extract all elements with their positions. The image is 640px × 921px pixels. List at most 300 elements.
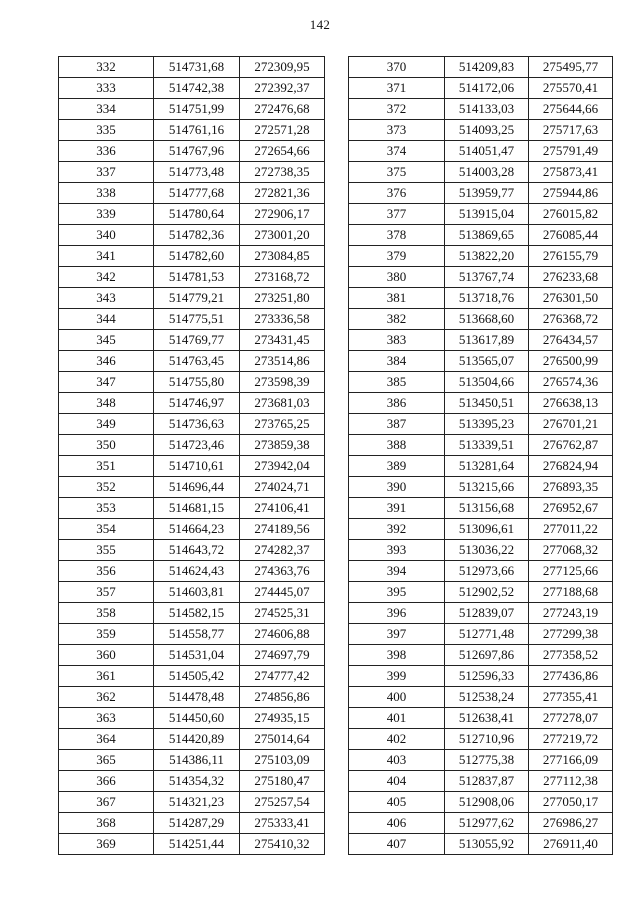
y-coordinate-cell: 275103,09	[240, 750, 325, 771]
x-coordinate-cell: 514763,45	[154, 351, 240, 372]
table-row	[59, 708, 325, 729]
table-row	[59, 120, 325, 141]
x-coordinate-cell: 514558,77	[154, 624, 240, 645]
point-number-cell: 344	[59, 309, 154, 330]
table-row	[349, 393, 613, 414]
table-row	[59, 246, 325, 267]
point-number-cell: 374	[349, 141, 445, 162]
y-coordinate-cell: 273001,20	[240, 225, 325, 246]
table-row	[349, 729, 613, 750]
y-coordinate-cell: 277050,17	[529, 792, 613, 813]
x-coordinate-cell: 514751,99	[154, 99, 240, 120]
y-coordinate-cell: 272654,66	[240, 141, 325, 162]
table-row	[59, 666, 325, 687]
point-number-cell: 341	[59, 246, 154, 267]
table-row	[349, 561, 613, 582]
point-number-cell: 396	[349, 603, 445, 624]
table-row	[59, 540, 325, 561]
point-number-cell: 397	[349, 624, 445, 645]
y-coordinate-cell: 275717,63	[529, 120, 613, 141]
table-row	[59, 78, 325, 99]
point-number-cell: 383	[349, 330, 445, 351]
table-row	[349, 267, 613, 288]
x-coordinate-cell: 514696,44	[154, 477, 240, 498]
y-coordinate-cell: 276434,57	[529, 330, 613, 351]
y-coordinate-cell: 274106,41	[240, 498, 325, 519]
x-coordinate-cell: 512697,86	[445, 645, 529, 666]
y-coordinate-cell: 275495,77	[529, 57, 613, 78]
x-coordinate-cell: 512908,06	[445, 792, 529, 813]
y-coordinate-cell: 274024,71	[240, 477, 325, 498]
table-row	[349, 99, 613, 120]
point-number-cell: 390	[349, 477, 445, 498]
x-coordinate-cell: 513668,60	[445, 309, 529, 330]
point-number-cell: 370	[349, 57, 445, 78]
x-coordinate-cell: 514710,61	[154, 456, 240, 477]
x-coordinate-cell: 513395,23	[445, 414, 529, 435]
y-coordinate-cell: 277011,22	[529, 519, 613, 540]
coordinates-table-left	[58, 56, 325, 855]
table-row	[349, 120, 613, 141]
table-row	[349, 141, 613, 162]
point-number-cell: 381	[349, 288, 445, 309]
table-row	[349, 708, 613, 729]
table-row	[59, 729, 325, 750]
y-coordinate-cell: 275570,41	[529, 78, 613, 99]
y-coordinate-cell: 272906,17	[240, 204, 325, 225]
table-row	[349, 645, 613, 666]
x-coordinate-cell: 514723,46	[154, 435, 240, 456]
y-coordinate-cell: 277278,07	[529, 708, 613, 729]
x-coordinate-cell: 514321,23	[154, 792, 240, 813]
table-row	[349, 162, 613, 183]
table-row	[349, 813, 613, 834]
table-row	[59, 435, 325, 456]
y-coordinate-cell: 273336,58	[240, 309, 325, 330]
x-coordinate-cell: 514603,81	[154, 582, 240, 603]
point-number-cell: 388	[349, 435, 445, 456]
x-coordinate-cell: 512977,62	[445, 813, 529, 834]
y-coordinate-cell: 277243,19	[529, 603, 613, 624]
x-coordinate-cell: 513339,51	[445, 435, 529, 456]
point-number-cell: 391	[349, 498, 445, 519]
table-row	[59, 204, 325, 225]
y-coordinate-cell: 273431,45	[240, 330, 325, 351]
table-row	[59, 519, 325, 540]
y-coordinate-cell: 274606,88	[240, 624, 325, 645]
x-coordinate-cell: 514736,63	[154, 414, 240, 435]
x-coordinate-cell: 514624,43	[154, 561, 240, 582]
y-coordinate-cell: 275333,41	[240, 813, 325, 834]
table-row	[59, 687, 325, 708]
table-row	[349, 519, 613, 540]
y-coordinate-cell: 273859,38	[240, 435, 325, 456]
y-coordinate-cell: 276574,36	[529, 372, 613, 393]
y-coordinate-cell: 273681,03	[240, 393, 325, 414]
y-coordinate-cell: 275644,66	[529, 99, 613, 120]
y-coordinate-cell: 276762,87	[529, 435, 613, 456]
point-number-cell: 355	[59, 540, 154, 561]
y-coordinate-cell: 272476,68	[240, 99, 325, 120]
x-coordinate-cell: 514450,60	[154, 708, 240, 729]
y-coordinate-cell: 277436,86	[529, 666, 613, 687]
table-row	[349, 414, 613, 435]
point-number-cell: 365	[59, 750, 154, 771]
x-coordinate-cell: 514681,15	[154, 498, 240, 519]
table-row	[349, 330, 613, 351]
point-number-cell: 371	[349, 78, 445, 99]
table-row	[349, 582, 613, 603]
x-coordinate-cell: 512710,96	[445, 729, 529, 750]
x-coordinate-cell: 514209,83	[445, 57, 529, 78]
point-number-cell: 395	[349, 582, 445, 603]
x-coordinate-cell: 513504,66	[445, 372, 529, 393]
point-number-cell: 403	[349, 750, 445, 771]
point-number-cell: 372	[349, 99, 445, 120]
x-coordinate-cell: 514761,16	[154, 120, 240, 141]
y-coordinate-cell: 277355,41	[529, 687, 613, 708]
y-coordinate-cell: 274363,76	[240, 561, 325, 582]
table-row	[59, 477, 325, 498]
y-coordinate-cell: 274282,37	[240, 540, 325, 561]
point-number-cell: 340	[59, 225, 154, 246]
table-row	[59, 771, 325, 792]
point-number-cell: 334	[59, 99, 154, 120]
point-number-cell: 352	[59, 477, 154, 498]
y-coordinate-cell: 276015,82	[529, 204, 613, 225]
y-coordinate-cell: 274777,42	[240, 666, 325, 687]
x-coordinate-cell: 514769,77	[154, 330, 240, 351]
table-row	[349, 624, 613, 645]
y-coordinate-cell: 273942,04	[240, 456, 325, 477]
table-row	[59, 603, 325, 624]
x-coordinate-cell: 513915,04	[445, 204, 529, 225]
x-coordinate-cell: 513869,65	[445, 225, 529, 246]
point-number-cell: 336	[59, 141, 154, 162]
point-number-cell: 347	[59, 372, 154, 393]
x-coordinate-cell: 514780,64	[154, 204, 240, 225]
table-row	[59, 288, 325, 309]
point-number-cell: 356	[59, 561, 154, 582]
y-coordinate-cell: 272571,28	[240, 120, 325, 141]
x-coordinate-cell: 514782,36	[154, 225, 240, 246]
x-coordinate-cell: 514746,97	[154, 393, 240, 414]
point-number-cell: 346	[59, 351, 154, 372]
table-row	[59, 792, 325, 813]
y-coordinate-cell: 277166,09	[529, 750, 613, 771]
y-coordinate-cell: 277358,52	[529, 645, 613, 666]
point-number-cell: 399	[349, 666, 445, 687]
x-coordinate-cell: 514287,29	[154, 813, 240, 834]
point-number-cell: 394	[349, 561, 445, 582]
y-coordinate-cell: 277219,72	[529, 729, 613, 750]
point-number-cell: 402	[349, 729, 445, 750]
point-number-cell: 368	[59, 813, 154, 834]
x-coordinate-cell: 512771,48	[445, 624, 529, 645]
y-coordinate-cell: 274935,15	[240, 708, 325, 729]
point-number-cell: 348	[59, 393, 154, 414]
y-coordinate-cell: 276233,68	[529, 267, 613, 288]
point-number-cell: 335	[59, 120, 154, 141]
point-number-cell: 354	[59, 519, 154, 540]
x-coordinate-cell: 514582,15	[154, 603, 240, 624]
y-coordinate-cell: 274856,86	[240, 687, 325, 708]
y-coordinate-cell: 274189,56	[240, 519, 325, 540]
x-coordinate-cell: 514664,23	[154, 519, 240, 540]
point-number-cell: 392	[349, 519, 445, 540]
table-row	[59, 309, 325, 330]
point-number-cell: 373	[349, 120, 445, 141]
x-coordinate-cell: 512538,24	[445, 687, 529, 708]
point-number-cell: 339	[59, 204, 154, 225]
y-coordinate-cell: 272738,35	[240, 162, 325, 183]
x-coordinate-cell: 514093,25	[445, 120, 529, 141]
table-row	[349, 750, 613, 771]
table-row	[349, 225, 613, 246]
table-row	[349, 351, 613, 372]
table-row	[59, 225, 325, 246]
x-coordinate-cell: 514478,48	[154, 687, 240, 708]
point-number-cell: 393	[349, 540, 445, 561]
point-number-cell: 376	[349, 183, 445, 204]
table-row	[349, 498, 613, 519]
point-number-cell: 378	[349, 225, 445, 246]
y-coordinate-cell: 272392,37	[240, 78, 325, 99]
table-row	[349, 477, 613, 498]
x-coordinate-cell: 514777,68	[154, 183, 240, 204]
y-coordinate-cell: 276085,44	[529, 225, 613, 246]
y-coordinate-cell: 276301,50	[529, 288, 613, 309]
point-number-cell: 332	[59, 57, 154, 78]
x-coordinate-cell: 513215,66	[445, 477, 529, 498]
point-number-cell: 369	[59, 834, 154, 855]
point-number-cell: 361	[59, 666, 154, 687]
y-coordinate-cell: 276986,27	[529, 813, 613, 834]
x-coordinate-cell: 513450,51	[445, 393, 529, 414]
point-number-cell: 405	[349, 792, 445, 813]
point-number-cell: 338	[59, 183, 154, 204]
x-coordinate-cell: 514643,72	[154, 540, 240, 561]
x-coordinate-cell: 512596,33	[445, 666, 529, 687]
table-row	[59, 183, 325, 204]
x-coordinate-cell: 514133,03	[445, 99, 529, 120]
y-coordinate-cell: 275257,54	[240, 792, 325, 813]
y-coordinate-cell: 275180,47	[240, 771, 325, 792]
x-coordinate-cell: 514386,11	[154, 750, 240, 771]
y-coordinate-cell: 274525,31	[240, 603, 325, 624]
x-coordinate-cell: 512775,38	[445, 750, 529, 771]
y-coordinate-cell: 273084,85	[240, 246, 325, 267]
table-row	[59, 330, 325, 351]
table-row	[349, 204, 613, 225]
y-coordinate-cell: 275014,64	[240, 729, 325, 750]
y-coordinate-cell: 273168,72	[240, 267, 325, 288]
point-number-cell: 342	[59, 267, 154, 288]
y-coordinate-cell: 273514,86	[240, 351, 325, 372]
point-number-cell: 357	[59, 582, 154, 603]
y-coordinate-cell: 276701,21	[529, 414, 613, 435]
y-coordinate-cell: 274697,79	[240, 645, 325, 666]
x-coordinate-cell: 514767,96	[154, 141, 240, 162]
table-row	[59, 414, 325, 435]
x-coordinate-cell: 514531,04	[154, 645, 240, 666]
y-coordinate-cell: 276893,35	[529, 477, 613, 498]
table-row	[349, 666, 613, 687]
x-coordinate-cell: 513718,76	[445, 288, 529, 309]
table-row	[349, 456, 613, 477]
table-row	[59, 141, 325, 162]
point-number-cell: 401	[349, 708, 445, 729]
x-coordinate-cell: 514781,53	[154, 267, 240, 288]
table-row	[59, 624, 325, 645]
x-coordinate-cell: 514773,48	[154, 162, 240, 183]
x-coordinate-cell: 513156,68	[445, 498, 529, 519]
point-number-cell: 363	[59, 708, 154, 729]
point-number-cell: 359	[59, 624, 154, 645]
y-coordinate-cell: 277125,66	[529, 561, 613, 582]
x-coordinate-cell: 512638,41	[445, 708, 529, 729]
y-coordinate-cell: 273598,39	[240, 372, 325, 393]
table-row	[349, 435, 613, 456]
table-row	[349, 687, 613, 708]
point-number-cell: 386	[349, 393, 445, 414]
x-coordinate-cell: 514782,60	[154, 246, 240, 267]
point-number-cell: 377	[349, 204, 445, 225]
point-number-cell: 375	[349, 162, 445, 183]
coordinates-table-right	[348, 56, 613, 855]
point-number-cell: 350	[59, 435, 154, 456]
table-row	[349, 771, 613, 792]
y-coordinate-cell: 275410,32	[240, 834, 325, 855]
y-coordinate-cell: 275873,41	[529, 162, 613, 183]
x-coordinate-cell: 514354,32	[154, 771, 240, 792]
table-row	[59, 393, 325, 414]
y-coordinate-cell: 277188,68	[529, 582, 613, 603]
y-coordinate-cell: 277112,38	[529, 771, 613, 792]
x-coordinate-cell: 514003,28	[445, 162, 529, 183]
x-coordinate-cell: 512837,87	[445, 771, 529, 792]
point-number-cell: 407	[349, 834, 445, 855]
table-row	[59, 267, 325, 288]
point-number-cell: 351	[59, 456, 154, 477]
x-coordinate-cell: 514755,80	[154, 372, 240, 393]
x-coordinate-cell: 512902,52	[445, 582, 529, 603]
table-row	[59, 813, 325, 834]
point-number-cell: 366	[59, 771, 154, 792]
table-row	[59, 351, 325, 372]
point-number-cell: 337	[59, 162, 154, 183]
x-coordinate-cell: 513767,74	[445, 267, 529, 288]
y-coordinate-cell: 276500,99	[529, 351, 613, 372]
point-number-cell: 343	[59, 288, 154, 309]
y-coordinate-cell: 275944,86	[529, 183, 613, 204]
y-coordinate-cell: 276824,94	[529, 456, 613, 477]
table-row	[349, 540, 613, 561]
table-row	[59, 561, 325, 582]
x-coordinate-cell: 513055,92	[445, 834, 529, 855]
point-number-cell: 387	[349, 414, 445, 435]
point-number-cell: 379	[349, 246, 445, 267]
table-row	[349, 834, 613, 855]
point-number-cell: 364	[59, 729, 154, 750]
y-coordinate-cell: 272821,36	[240, 183, 325, 204]
point-number-cell: 353	[59, 498, 154, 519]
point-number-cell: 400	[349, 687, 445, 708]
table-row	[59, 834, 325, 855]
x-coordinate-cell: 512973,66	[445, 561, 529, 582]
table-row	[59, 99, 325, 120]
x-coordinate-cell: 514251,44	[154, 834, 240, 855]
x-coordinate-cell: 513036,22	[445, 540, 529, 561]
x-coordinate-cell: 514420,89	[154, 729, 240, 750]
page-number: 142	[309, 17, 331, 32]
y-coordinate-cell: 276155,79	[529, 246, 613, 267]
y-coordinate-cell: 272309,95	[240, 57, 325, 78]
x-coordinate-cell: 513096,61	[445, 519, 529, 540]
x-coordinate-cell: 513565,07	[445, 351, 529, 372]
y-coordinate-cell: 276368,72	[529, 309, 613, 330]
x-coordinate-cell: 514505,42	[154, 666, 240, 687]
table-row	[59, 57, 325, 78]
table-row	[349, 288, 613, 309]
y-coordinate-cell: 273251,80	[240, 288, 325, 309]
point-number-cell: 380	[349, 267, 445, 288]
y-coordinate-cell: 275791,49	[529, 141, 613, 162]
y-coordinate-cell: 277299,38	[529, 624, 613, 645]
table-row	[59, 456, 325, 477]
point-number-cell: 404	[349, 771, 445, 792]
table-row	[59, 162, 325, 183]
point-number-cell: 360	[59, 645, 154, 666]
y-coordinate-cell: 276952,67	[529, 498, 613, 519]
x-coordinate-cell: 514779,21	[154, 288, 240, 309]
point-number-cell: 358	[59, 603, 154, 624]
x-coordinate-cell: 513617,89	[445, 330, 529, 351]
y-coordinate-cell: 273765,25	[240, 414, 325, 435]
y-coordinate-cell: 277068,32	[529, 540, 613, 561]
x-coordinate-cell: 514742,38	[154, 78, 240, 99]
table-row	[349, 183, 613, 204]
table-row	[349, 78, 613, 99]
point-number-cell: 406	[349, 813, 445, 834]
table-row	[59, 372, 325, 393]
table-row	[349, 246, 613, 267]
x-coordinate-cell: 513822,20	[445, 246, 529, 267]
point-number-cell: 333	[59, 78, 154, 99]
point-number-cell: 389	[349, 456, 445, 477]
table-row	[349, 309, 613, 330]
x-coordinate-cell: 514731,68	[154, 57, 240, 78]
table-row	[59, 750, 325, 771]
x-coordinate-cell: 513281,64	[445, 456, 529, 477]
table-row	[59, 582, 325, 603]
x-coordinate-cell: 514172,06	[445, 78, 529, 99]
x-coordinate-cell: 512839,07	[445, 603, 529, 624]
point-number-cell: 345	[59, 330, 154, 351]
point-number-cell: 384	[349, 351, 445, 372]
point-number-cell: 349	[59, 414, 154, 435]
point-number-cell: 362	[59, 687, 154, 708]
x-coordinate-cell: 513959,77	[445, 183, 529, 204]
point-number-cell: 382	[349, 309, 445, 330]
table-row	[349, 792, 613, 813]
point-number-cell: 367	[59, 792, 154, 813]
point-number-cell: 385	[349, 372, 445, 393]
table-row	[59, 498, 325, 519]
table-row	[59, 645, 325, 666]
x-coordinate-cell: 514051,47	[445, 141, 529, 162]
table-row	[349, 603, 613, 624]
